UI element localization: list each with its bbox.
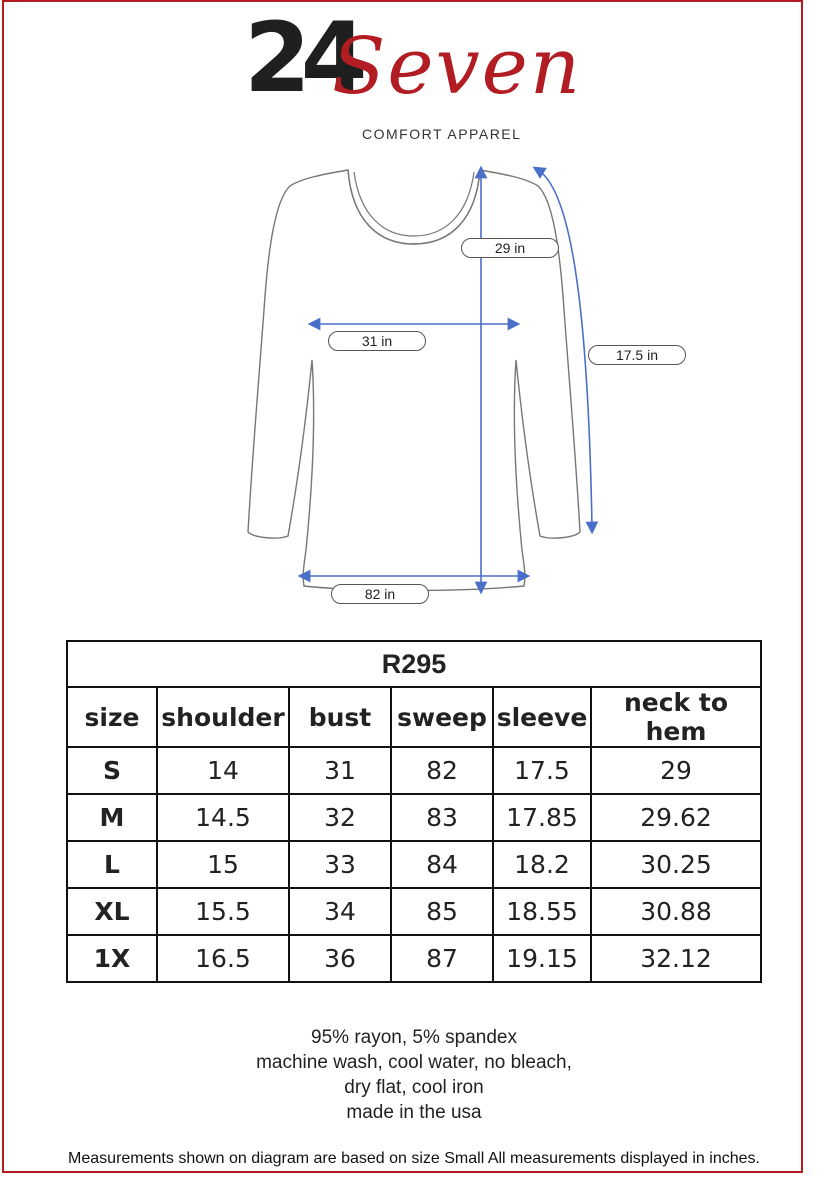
neck-to-hem-cell: 30.88 xyxy=(591,888,761,935)
shoulder-cell: 15.5 xyxy=(157,888,289,935)
header-size: size xyxy=(67,687,157,747)
header-sweep: sweep xyxy=(391,687,493,747)
neck-to-hem-cell: 29 xyxy=(591,747,761,794)
brand-logo xyxy=(240,2,610,168)
sleeve-cell: 19.15 xyxy=(493,935,591,982)
neck-to-hem-cell: 29.62 xyxy=(591,794,761,841)
table-row xyxy=(67,888,761,935)
sweep-label: 82 in xyxy=(331,584,429,604)
header-sleeve: sleeve xyxy=(493,687,591,747)
logo-tagline: COMFORT APPAREL xyxy=(362,126,522,142)
dry-instructions: dry flat, cool iron xyxy=(344,1077,484,1098)
wash-instructions: machine wash, cool water, no bleach, xyxy=(256,1052,572,1073)
table-row xyxy=(67,935,761,982)
size-cell: L xyxy=(67,841,157,888)
sleeve-cell: 18.2 xyxy=(493,841,591,888)
shoulder-cell: 16.5 xyxy=(157,935,289,982)
shoulder-cell: 15 xyxy=(157,841,289,888)
bust-cell: 36 xyxy=(289,935,391,982)
sweep-cell: 87 xyxy=(391,935,493,982)
size-cell: S xyxy=(67,747,157,794)
header-shoulder: shoulder xyxy=(157,687,289,747)
sleeve-cell: 17.85 xyxy=(493,794,591,841)
table-header-row xyxy=(67,687,761,747)
sleeve-label: 17.5 in xyxy=(588,345,686,365)
sweep-cell: 82 xyxy=(391,747,493,794)
header-neck-to-hem: neck to hem xyxy=(591,687,761,747)
header-bust: bust xyxy=(289,687,391,747)
logo-number: 24 xyxy=(244,2,358,114)
sleeve-cell: 17.5 xyxy=(493,747,591,794)
style-code: R295 xyxy=(67,641,761,687)
size-cell: M xyxy=(67,794,157,841)
origin: made in the usa xyxy=(346,1102,482,1123)
neck-to-hem-cell: 32.12 xyxy=(591,935,761,982)
logo-script: Seven xyxy=(332,22,583,112)
measurement-footnote: Measurements shown on diagram are based on size Small All measurements displayed in inches. xyxy=(68,1150,760,1167)
table-row xyxy=(67,841,761,888)
size-cell: 1X xyxy=(67,935,157,982)
sweep-cell: 85 xyxy=(391,888,493,935)
bust-cell: 32 xyxy=(289,794,391,841)
sweep-cell: 84 xyxy=(391,841,493,888)
shoulder-cell: 14 xyxy=(157,747,289,794)
neck-to-hem-label: 29 in xyxy=(461,238,559,258)
table-row xyxy=(67,794,761,841)
care-instructions xyxy=(0,1025,828,1125)
bust-label: 31 in xyxy=(328,331,426,351)
size-chart-table xyxy=(66,640,762,983)
sweep-cell: 83 xyxy=(391,794,493,841)
sleeve-cell: 18.55 xyxy=(493,888,591,935)
bust-cell: 33 xyxy=(289,841,391,888)
shoulder-cell: 14.5 xyxy=(157,794,289,841)
garment-diagram xyxy=(240,160,710,610)
shirt-outline-icon xyxy=(240,160,710,610)
bust-cell: 34 xyxy=(289,888,391,935)
neck-to-hem-cell: 30.25 xyxy=(591,841,761,888)
table-row xyxy=(67,747,761,794)
bust-cell: 31 xyxy=(289,747,391,794)
size-cell: XL xyxy=(67,888,157,935)
fabric-content: 95% rayon, 5% spandex xyxy=(311,1027,517,1048)
